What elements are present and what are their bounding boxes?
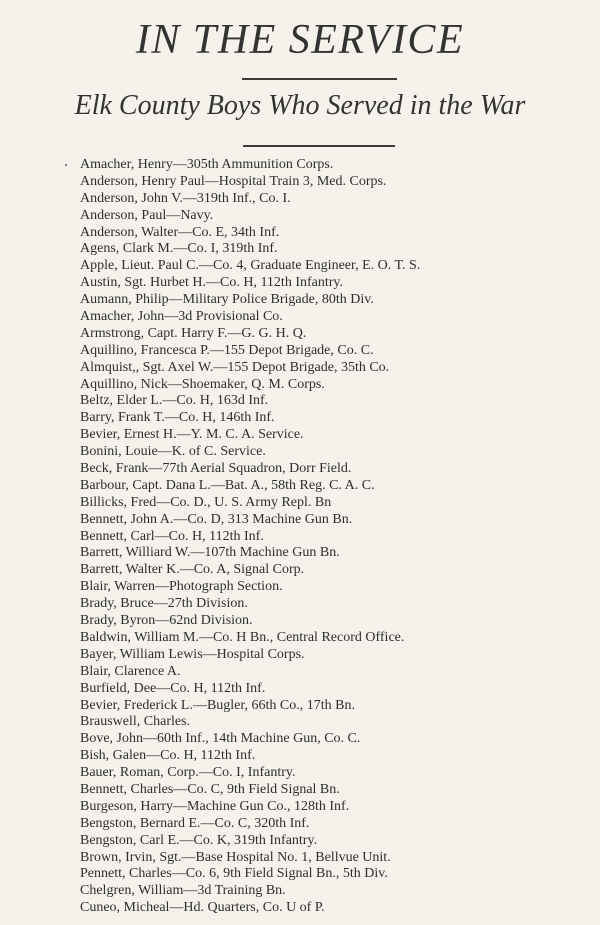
roster-entry: Amacher, John—3d Provisional Co. <box>80 309 283 325</box>
roster-entry: Armstrong, Capt. Harry F.—G. G. H. Q. <box>80 325 307 341</box>
roster-entry: Cuneo, Micheal—Hd. Quarters, Co. U of P. <box>80 900 325 916</box>
roster-entry: Blair, Clarence A. <box>80 663 181 679</box>
roster-entry: Almquist,, Sgt. Axel W.—155 Depot Brigade, 35th Co. <box>80 359 390 375</box>
page-title: IN THE SERVICE <box>135 17 465 63</box>
page-subtitle: Elk County Boys Who Served in the War <box>74 90 526 121</box>
roster-entry: Barrett, Walter K.—Co. A, Signal Corp. <box>80 562 305 578</box>
roster-entry: Aquillino, Nick—Shoemaker, Q. M. Corps. <box>80 376 325 392</box>
roster-entry: Bevier, Frederick L.—Bugler, 66th Co., 17th Bn. <box>80 697 355 713</box>
roster-entry: Agens, Clark M.—Co. I, 319th Inf. <box>80 241 278 257</box>
roster-entry: Amacher, Henry—305th Ammunition Corps. <box>80 157 334 172</box>
roster-entry: Bengston, Carl E.—Co. K, 319th Infantry. <box>80 832 318 848</box>
roster-entry: Aumann, Philip—Military Police Brigade, 80th Div. <box>80 292 374 308</box>
roster-entry: Brady, Byron—62nd Division. <box>80 613 253 629</box>
roster-entry: Beltz, Elder L.—Co. H, 163d Inf. <box>80 393 269 409</box>
roster-entry: Chelgren, William—3d Training Bn. <box>80 883 286 899</box>
roster-entry: Burgeson, Harry—Machine Gun Co., 128th Inf. <box>80 798 350 814</box>
roster-entry: Bish, Galen—Co. H, 112th Inf. <box>80 748 256 764</box>
roster-entry: Billicks, Fred—Co. D., U. S. Army Repl. Bn <box>80 494 332 510</box>
roster-entry: Bennett, John A.—Co. D, 313 Machine Gun Bn. <box>80 511 353 527</box>
roster-entry: Bevier, Ernest H.—Y. M. C. A. Service. <box>80 427 304 443</box>
roster-entry: Bauer, Roman, Corp.—Co. I, Infantry. <box>80 765 296 781</box>
roster-entry: Bennett, Charles—Co. C, 9th Field Signal Bn. <box>80 781 340 797</box>
roster-entry: Barrett, Williard W.—107th Machine Gun Bn. <box>80 545 340 561</box>
service-roster-list <box>80 157 595 917</box>
roster-entry: Bennett, Carl—Co. H, 112th Inf. <box>80 528 264 544</box>
roster-entry: Brady, Bruce—27th Division. <box>80 596 248 612</box>
roster-entry: Austin, Sgt. Hurbet H.—Co. H, 112th Infantry. <box>80 275 343 291</box>
roster-entry: Apple, Lieut. Paul C.—Co. 4, Graduate Engineer, E. O. T. S. <box>80 258 421 274</box>
roster-entry: Burfield, Dee—Co. H, 112th Inf. <box>80 680 266 696</box>
roster-entry: Anderson, Walter—Co. E, 34th Inf. <box>80 224 280 240</box>
roster-entry: Anderson, John V.—319th Inf., Co. I. <box>80 190 291 206</box>
ink-dot <box>65 164 67 166</box>
roster-entry: Bove, John—60th Inf., 14th Machine Gun, Co. C. <box>80 731 361 747</box>
roster-entry: Bengston, Bernard E.—Co. C, 320th Inf. <box>80 815 310 831</box>
roster-entry: Brown, Irvin, Sgt.—Base Hospital No. 1, Bellvue Unit. <box>80 849 391 865</box>
roster-entry: Pennett, Charles—Co. 6, 9th Field Signal Bn., 5th Div. <box>80 866 388 882</box>
roster-entry: Barbour, Capt. Dana L.—Bat. A., 58th Reg. C. A. C. <box>80 477 375 493</box>
roster-entry: Baldwin, William M.—Co. H Bn., Central Record Office. <box>80 629 405 645</box>
roster-entry: Blair, Warren—Photograph Section. <box>80 579 283 595</box>
roster-entry: Brauswell, Charles. <box>80 714 191 730</box>
roster-entry: Bonini, Louie—K. of C. Service. <box>80 444 266 460</box>
roster-entry: Bayer, William Lewis—Hospital Corps. <box>80 646 305 662</box>
roster-entry: Beck, Frank—77th Aerial Squadron, Dorr Field. <box>80 461 352 477</box>
roster-entry: Anderson, Henry Paul—Hospital Train 3, Med. Corps. <box>80 173 387 189</box>
title-divider-top <box>242 78 397 80</box>
roster-entry: Barry, Frank T.—Co. H, 146th Inf. <box>80 410 275 426</box>
roster-entry: Aquillino, Francesca P.—155 Depot Brigade, Co. C. <box>80 342 374 358</box>
title-divider-bottom <box>243 145 395 147</box>
roster-entry: Anderson, Paul—Navy. <box>80 207 214 223</box>
